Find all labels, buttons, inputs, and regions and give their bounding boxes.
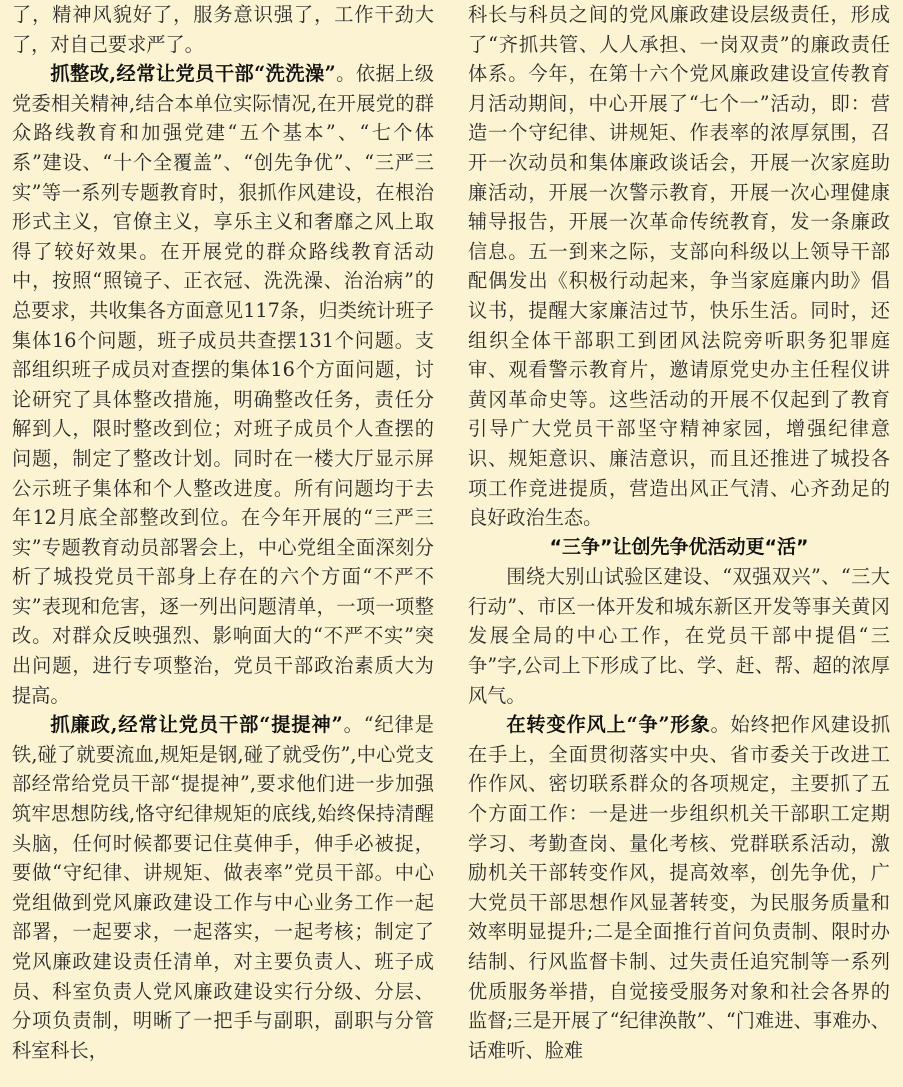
paragraph bbox=[468, 710, 890, 1065]
paragraph-text: 。依据上级党委相关精神,结合本单位实际情况,在开展党的群众路线教育和加强党建“五个基本”、“七个体系”建设、“十个全覆盖”、“创先争优”、“三严三实”等一系列专题教育时，狠抓作风建设，在根治形式主义，官僚主义，享乐主义和奢靡之风上取得了较好效果。在开展党的群众路线教育活动中，按照“照镜子、正衣冠、洗洗澡、治治病”的总要求，共收集各方面意见117条，归类统计班子集体16个问题，班子成员共查摆131个问题。支部组织班子成员对查摆的集体16个方面问题，讨论研究了具体整改措施，明确整改任务，责任分解到人，限时整改到位；对班子成员个人查摆的问题，制定了整改计划。同时在一楼大厅显示屏公示班子集体和个人整改进度。所有问题均于去年12月底全部整改到位。在今年开展的“三严三实”专题教育动员部署会上，中心党组全面深刻分析了城投党员干部身上存在的六个方面“不严不实”表现和危害，逐一列出问题清单，一项一项整改。对群众反映强烈、影响面大的“不严不实”突出问题，进行专项整治，党员干部政治素质大为提高。 bbox=[12, 62, 434, 707]
section-heading: “三争”让创先争优活动更“活” bbox=[549, 535, 809, 558]
paragraph bbox=[12, 0, 434, 59]
paragraph-lead: 抓整改,经常让党员干部“洗洗澡” bbox=[50, 62, 336, 86]
paragraph bbox=[12, 59, 434, 710]
left-column bbox=[12, 0, 434, 1065]
right-column bbox=[468, 0, 890, 1065]
paragraph bbox=[468, 0, 890, 533]
paragraph-text: 围绕大别山试验区建设、“双强双兴”、“三大行动”、市区一体开发和城东新区开发等事关黄冈发展全局的中心工作，在党员干部中提倡“三争”字,公司上下形成了比、学、赶、帮、超的浓厚风气。 bbox=[468, 565, 890, 707]
paragraph-lead: 抓廉政,经常让党员干部“提提神” bbox=[50, 713, 343, 737]
paragraph-lead: 在转变作风上“争”形象 bbox=[506, 713, 711, 737]
paragraph bbox=[468, 562, 890, 710]
paragraph-text: 。“纪律是铁,碰了就要流血,规矩是钢,碰了就受伤”,中心党支部经常给党员干部“提提神”,要求他们进一步加强筑牢思想防线,恪守纪律规矩的底线,始终保持清醒头脑，任何时候都要记住莫伸手，伸手必被捉，要做“守纪律、讲规矩、做表率”党员干部。中心党组做到党风廉政建设工作与中心业务工作一起部署，一起要求，一起落实，一起考核；制定了党风廉政建设责任清单，对主要负责人、班子成员、科室负责人党风廉政建设实行分级、分层、分项负责制，明晰了一把手与副职，副职与分管科室科长， bbox=[12, 713, 434, 1062]
paragraph-text: 了，精神风貌好了，服务意识强了，工作干劲大了，对自己要求严了。 bbox=[12, 3, 434, 56]
paragraph bbox=[12, 710, 434, 1065]
paragraph-text: 。始终把作风建设抓在手上，全面贯彻落实中央、省市委关于改进工作作风、密切联系群众的各项规定，主要抓了五个方面工作：一是进一步组织机关干部职工定期学习、考勤查岗、量化考核、党群联系活动，激励机关干部转变作风，提高效率，创先争优，广大党员干部思想作风显著转变，为民服务质量和效率明显提升;二是全面推行首问负责制、限时办结制、行风监督卡制、过失责任追究制等一系列优质服务举措，自觉接受服务对象和社会各界的监督;三是开展了“纪律涣散”、“门难进、事难办、话难听、脸难 bbox=[468, 713, 891, 1062]
paragraph-text: 科长与科员之间的党风廉政建设层级责任，形成了“齐抓共管、人人承担、一岗双责”的廉政责任体系。今年，在第十六个党风廉政建设宣传教育月活动期间，中心开展了“七个一”活动，即：营造一个守纪律、讲规矩、作表率的浓厚氛围，召开一次动员和集体廉政谈话会，开展一次家庭助廉活动，开展一次警示教育，开展一次心理健康辅导报告，开展一次革命传统教育，发一条廉政信息。五一到来之际，支部向科级以上领导干部配偶发出《积极行动起来，争当家庭廉内助》倡议书，提醒大家廉洁过节，快乐生活。同时，还组织全体干部职工到团风法院旁听职务犯罪庭审、观看警示教育片，邀请原党史办主任程仪讲黄冈革命史等。这些活动的开展不仅起到了教育引导广大党员干部坚守精神家园，增强纪律意识、规矩意识、廉洁意识，而且还推进了城投各项工作竞进提质，营造出风正气清、心齐劲足的良好政治生态。 bbox=[468, 3, 890, 530]
